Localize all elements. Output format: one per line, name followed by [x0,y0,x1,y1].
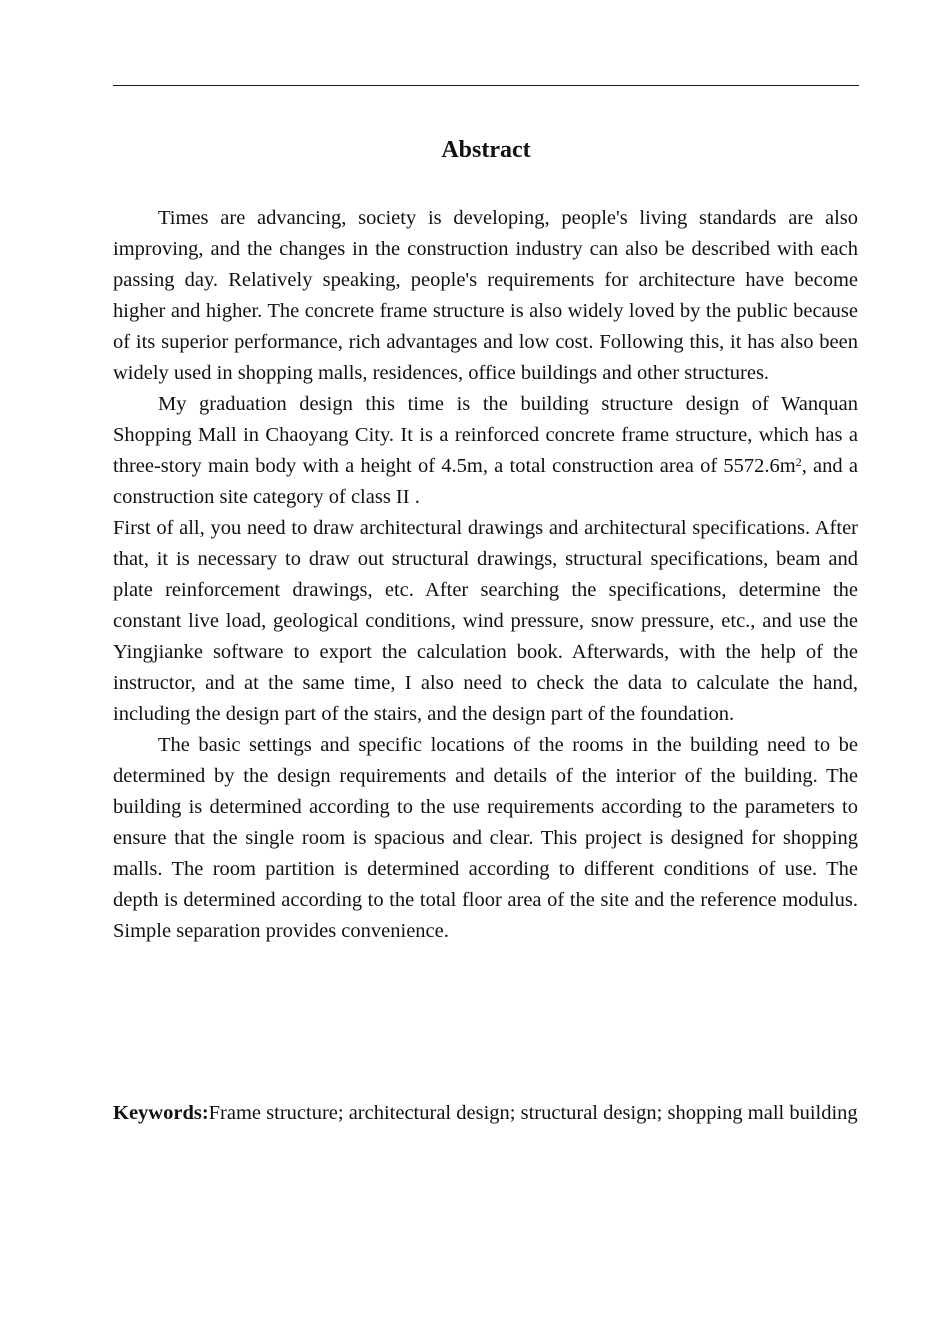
header-rule [113,85,859,86]
area-superscript: 2 [795,455,802,469]
keywords-label: Keywords: [113,1102,209,1124]
paragraph-3: First of all, you need to draw architectural drawings and architectural specifications. After that, it is necessary to draw out structural drawings, structural specifications, beam and plate reinforcement drawings, etc. After searching the specifications, determine the constant live load, geological conditions, wind pressure, snow pressure, etc., and use the Yingjianke software to export the calculation book. Afterwards, with the help of the instructor, and at the same time, I also need to check the data to calculate the hand, including the design part of the stairs, and the design part of the foundation. [113,517,858,725]
paragraph-4: The basic settings and specific locations of the rooms in the building need to be determined by the design requirements and details of the interior of the building. The building is determined according to the use requirements according to the parameters to ensure that the single room is spacious and clear. This project is designed for shopping malls. The room partition is determined according to different conditions of use. The depth is determined according to the total floor area of the site and the reference modulus. Simple separation provides convenience. [113,734,858,942]
paragraph-2-tail: , and a construction site category of class II . [113,455,858,508]
keywords-text: Frame structure; architectural design; structural design; shopping mall building [208,1102,858,1124]
paragraph-2 [113,389,858,513]
keywords-line [113,1098,858,1129]
paragraph-2-main: My graduation design this time is the building structure design of Wanquan Shopping Mall in Chaoyang City. It is a reinforced concrete frame structure, which has a three-story main body with a height of 4.5m, a total construction area of 5572.6m [113,393,858,477]
page-title: Abstract [441,137,531,163]
abstract-body [113,203,858,947]
paragraph-1: Times are advancing, society is developing, people's living standards are also improving, and the changes in the construction industry can also be described with each passing day. Relatively speaking, people's requirements for architecture have become higher and higher. The concrete frame structure is also widely loved by the public because of its superior performance, rich advantages and low cost. Following this, it has also been widely used in shopping malls, residences, office buildings and other structures. [113,207,858,384]
